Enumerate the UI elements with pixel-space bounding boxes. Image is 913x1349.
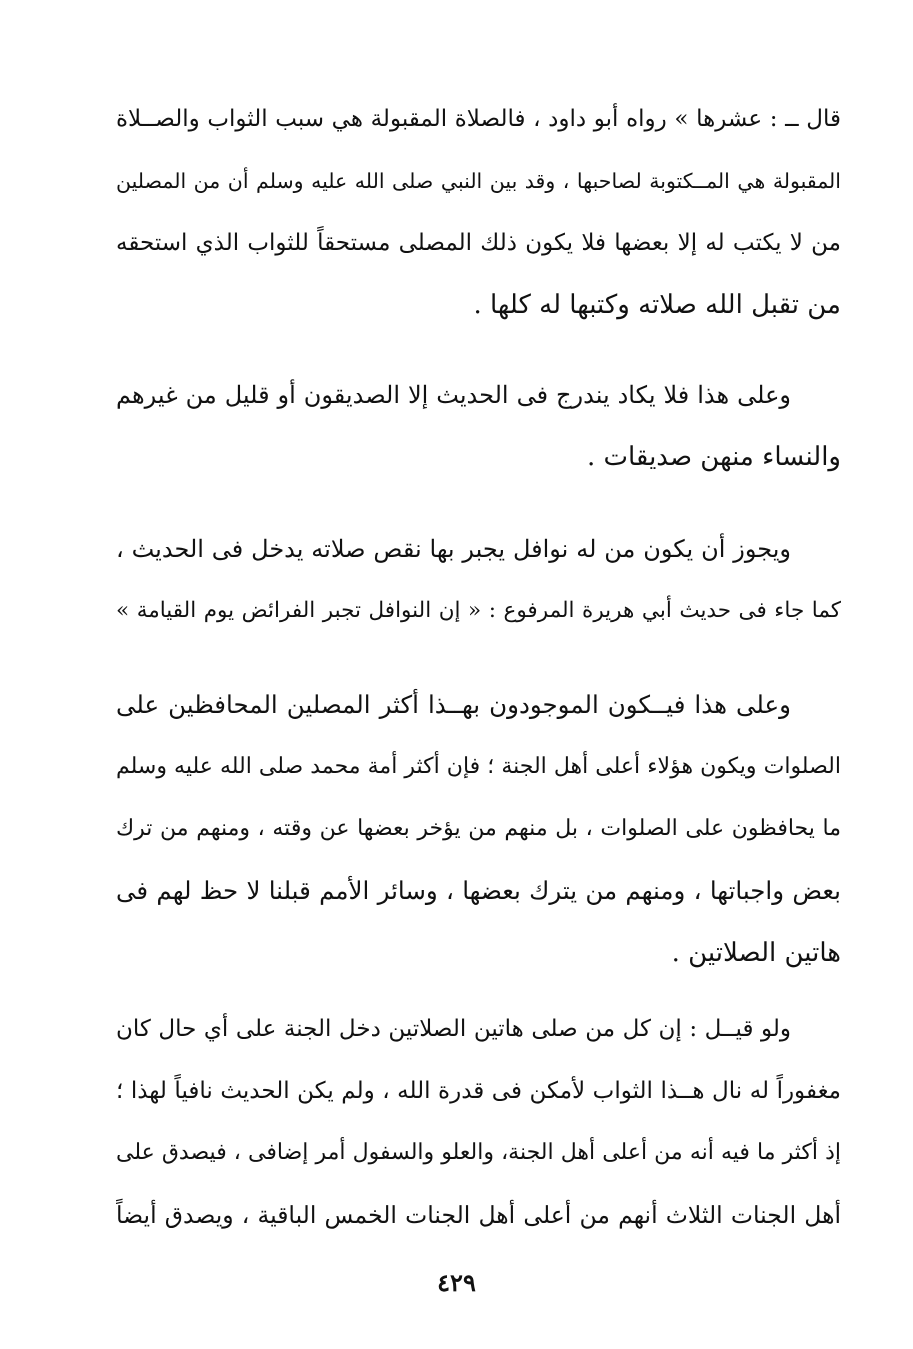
text-line: وعلى هذا فلا يكاد يندرج فى الحديث إلا الصديقون أو قليل من غيرهم	[116, 381, 791, 409]
text-line: مغفوراً له نال هــذا الثواب لأمكن فى قدرة الله ، ولم يكن الحديث نافياً لهذا ؛	[116, 1078, 841, 1104]
text-line: ما يحافظون على الصلوات ، بل منهم من يؤخر بعضها عن وقته ، ومنهم من ترك	[116, 816, 841, 841]
paragraph	[116, 998, 841, 1246]
paragraph	[116, 674, 841, 984]
paragraph	[116, 518, 841, 642]
paragraph	[116, 88, 841, 336]
text-line: والنساء منهن صديقات .	[586, 442, 841, 472]
text-line: بعض واجباتها ، ومنهم من يترك بعضها ، وسائر الأمم قبلنا لا حظ لهم فى	[116, 876, 841, 905]
text-line: ولو قيــل : إن كل من صلى هاتين الصلاتين دخل الجنة على أي حال كان	[116, 1016, 791, 1042]
text-line: قال ــ : عشرها » رواه أبو داود ، فالصلاة المقبولة هي سبب الثواب والصــلاة	[116, 106, 841, 132]
paragraph	[116, 364, 841, 488]
text-line: وعلى هذا فيــكون الموجودون بهــذا أكثر المصلين المحافظين على	[116, 690, 791, 719]
page-number: ٤٢٩	[437, 1268, 476, 1297]
text-line: المقبولة هي المــكتوبة لصاحبها ، وقد بين النبي صلى الله عليه وسلم أن من المصلين	[116, 169, 841, 193]
text-line: الصلوات ويكون هؤلاء أعلى أهل الجنة ؛ فإن أكثر أمة محمد صلى الله عليه وسلم	[116, 754, 841, 779]
text-line: هاتين الصلاتين .	[671, 938, 841, 968]
text-line: أهل الجنات الثلاث أنهم من أعلى أهل الجنات الخمس الباقية ، ويصدق أيضاً	[116, 1201, 841, 1229]
text-line: كما جاء فى حديث أبي هريرة المرفوع : « إن النوافل تجبر الفرائض يوم القيامة »	[116, 598, 841, 623]
text-line: من تقبل الله صلاته وكتبها له كلها .	[473, 290, 841, 320]
text-line: إذ أكثر ما فيه أنه من أعلى أهل الجنة، والعلو والسفول أمر إضافى ، فيصدق على	[116, 1140, 841, 1165]
text-line: ويجوز أن يكون من له نوافل يجبر بها نقص صلاته يدخل فى الحديث ،	[116, 535, 791, 563]
text-line: من لا يكتب له إلا بعضها فلا يكون ذلك المصلى مستحقاً للثواب الذي استحقه	[116, 230, 841, 256]
